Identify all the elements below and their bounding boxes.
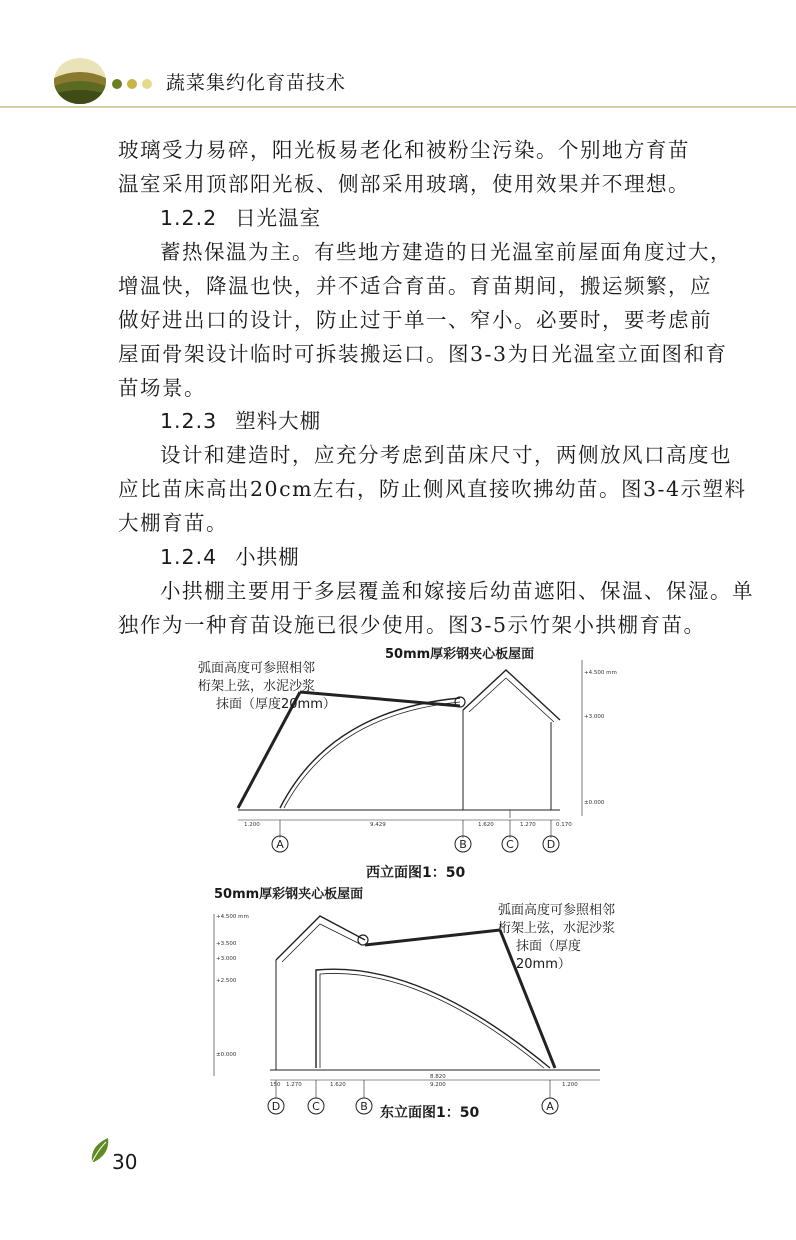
arc-note-top-line2: 桁架上弦，水泥沙浆: [198, 679, 316, 694]
elevation-label: +3.000: [584, 714, 605, 720]
axis-label: C: [312, 1100, 320, 1113]
section-number: 1.2.2: [160, 206, 218, 230]
dimension-label: 0.170: [556, 822, 572, 828]
elevation-label: +4.500 mm: [584, 670, 617, 676]
dimension-label: 9.200: [430, 1082, 446, 1088]
text-line: 做好进出口的设计，防止过于单一、窄小。必要时，要考虑前: [118, 308, 712, 332]
dimension-label: 1.270: [520, 822, 536, 828]
figure-caption-west: 西立面图1：50: [366, 865, 466, 881]
section-title: 日光温室: [235, 206, 322, 230]
roof-note-bottom: 50mm厚彩钢夹心板屋面: [214, 887, 364, 902]
axis-label: D: [546, 838, 556, 851]
section-heading-1-2-3: [160, 404, 321, 438]
axis-label: B: [360, 1100, 368, 1113]
axis-label: B: [459, 838, 467, 851]
arc-note-bottom-line1: 弧面高度可参照相邻: [498, 903, 616, 918]
text-line: 设计和建造时，应充分考虑到苗床尺寸，两侧放风口高度也: [160, 443, 732, 467]
header-logo-image: [54, 58, 106, 104]
dimension-label: 8.820: [430, 1074, 446, 1080]
text-line: 蓄热保温为主。有些地方建造的日光温室前屋面角度过大，: [160, 240, 732, 264]
text-line: 大棚育苗。: [118, 511, 228, 535]
elevation-label: +3.000: [216, 956, 237, 962]
arc-note-top-line1: 弧面高度可参照相邻: [198, 661, 316, 676]
text-line: 苗场景。: [118, 376, 206, 400]
leaf-icon: [88, 1136, 114, 1170]
text-line: 小拱棚主要用于多层覆盖和嫁接后幼苗遮阳、保温、保湿。单: [160, 579, 754, 603]
text-line: 玻璃受力易碎，阳光板易老化和被粉尘污染。个别地方育苗: [118, 138, 690, 162]
dimension-label: 1.200: [244, 822, 260, 828]
elevation-label: +3.500: [216, 941, 237, 947]
dimension-label: 1.270: [286, 1082, 302, 1088]
section-title: 塑料大棚: [235, 409, 322, 433]
dimension-label: 1.200: [562, 1082, 578, 1088]
page-number: 30: [112, 1150, 138, 1174]
header-divider: [0, 106, 796, 108]
axis-label: A: [276, 838, 284, 851]
text-line: 增温快，降温也快，并不适合育苗。育苗期间，搬运频繁，应: [118, 274, 712, 298]
elevation-label: +4.500 mm: [216, 914, 249, 920]
page-header: [0, 58, 796, 108]
section-number: 1.2.3: [160, 409, 218, 433]
section-heading-1-2-4: [160, 540, 300, 574]
header-dot: [142, 79, 152, 89]
text-line: 应比苗床高出20cm左右，防止侧风直接吹拂幼苗。图3-4示塑料: [118, 477, 747, 501]
arc-note-top-line3: 抹面（厚度20mm）: [216, 697, 336, 712]
book-title: 蔬菜集约化育苗技术: [166, 72, 347, 94]
elevation-label: ±0.000: [216, 1052, 237, 1058]
arc-note-bottom-line2: 桁架上弦，水泥沙浆: [498, 921, 616, 936]
axis-label: D: [271, 1100, 281, 1113]
section-number: 1.2.4: [160, 545, 218, 569]
text-line: 独作为一种育苗设施已很少使用。图3-5示竹架小拱棚育苗。: [118, 613, 706, 637]
dimension-label: 1.620: [478, 822, 494, 828]
elevation-label: ±0.000: [584, 800, 605, 806]
dimension-label: 150: [270, 1082, 281, 1088]
text-line: 温室采用顶部阳光板、侧部采用玻璃，使用效果并不理想。: [118, 172, 690, 196]
roof-note-top: 50mm厚彩钢夹心板屋面: [385, 647, 535, 662]
greenhouse-elevation-figure: [180, 640, 620, 1120]
axis-label: C: [506, 838, 514, 851]
figure-caption-east: 东立面图1：50: [380, 1105, 480, 1121]
text-line: 屋面骨架设计临时可拆装搬运口。图3-3为日光温室立面图和育: [118, 342, 728, 366]
section-title: 小拱棚: [235, 545, 300, 569]
header-dots: [112, 74, 157, 93]
dimension-label: 9.429: [370, 822, 386, 828]
axis-label: A: [546, 1100, 554, 1113]
section-heading-1-2-2: [160, 201, 321, 235]
dimension-label: 1.620: [330, 1082, 346, 1088]
header-dot: [127, 79, 137, 89]
arc-note-bottom-line3: 抹面（厚度20mm）: [516, 939, 582, 972]
header-dot: [112, 79, 122, 89]
elevation-label: +2.500: [216, 978, 237, 984]
